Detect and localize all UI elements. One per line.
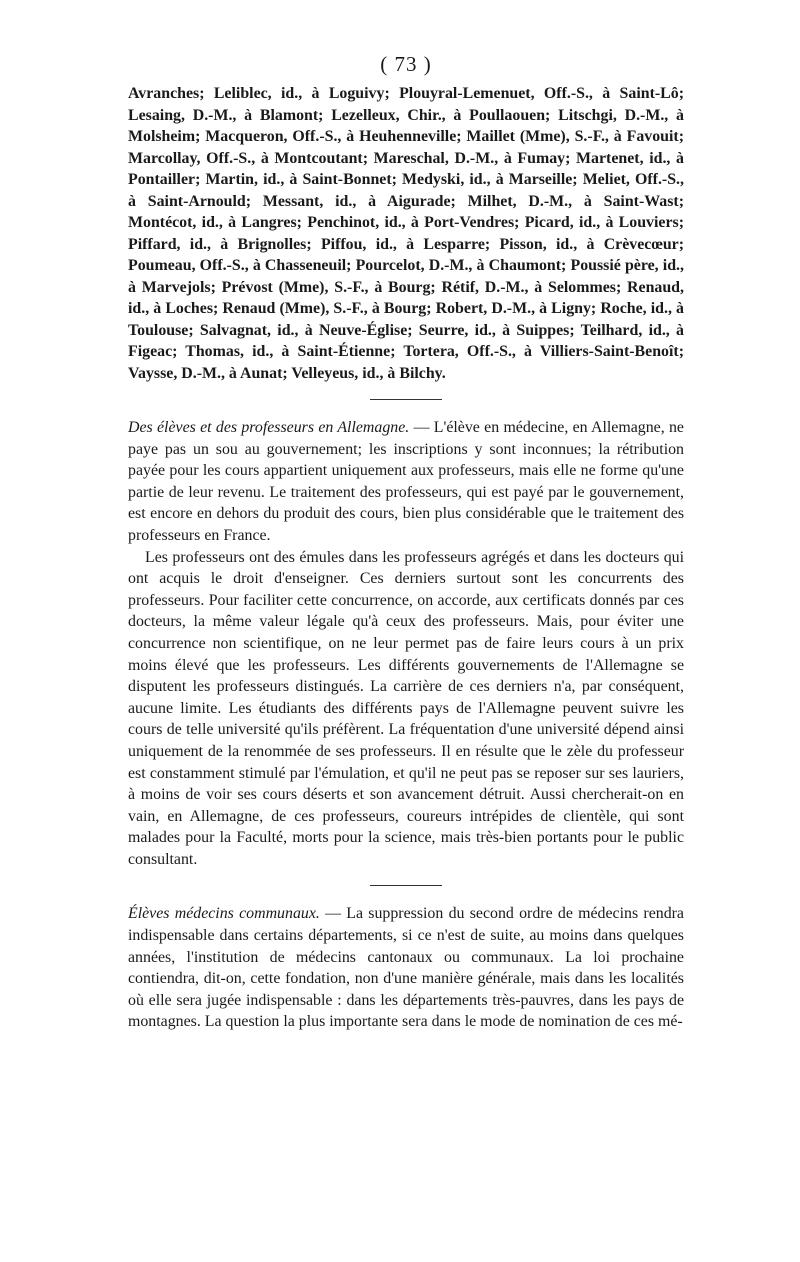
page-number: ( 73 ) bbox=[380, 52, 432, 76]
section-germany bbox=[128, 417, 684, 870]
paragraph-text: — La suppression du second ordre de médecins rendra indispensable dans certains départements, si ce n'est de suite, au moins dans quelques années, l'institution de médecins cantonaux ou communaux. La loi prochaine contiendra, dit-on, cette fondation, non d'une manière générale, mais dans les localités où elle sera jugée indispensable : dans les départements très-pauvres, dans les pays de montagnes. La question la plus importante sera dans le mode de nomination de ces mé- bbox=[128, 905, 684, 1031]
section-paragraph bbox=[128, 417, 684, 547]
paragraph-text: — L'élève en médecine, en Allemagne, ne paye pas un sou au gouvernement; les inscriptions y sont inconnues; la rétribution payée pour les cours appartient uniquement aux professeurs, mais elle ne forme qu'une partie de leur revenu. Le traitement des professeurs, qui est payé par le gouvernement, est encore en dehors du produit des cours, bien plus considérable que le traitement des professeurs en France. bbox=[128, 419, 684, 544]
section-title: Élèves médecins communaux. bbox=[128, 905, 320, 923]
section-divider bbox=[370, 885, 442, 886]
section-title: Des élèves et des professeurs en Allemagne. bbox=[128, 419, 410, 436]
section-paragraph bbox=[128, 903, 684, 1033]
section-paragraph: Les professeurs ont des émules dans les professeurs agrégés et dans les docteurs qui ont acquis le droit d'enseigner. Ces derniers surtout sont les concurrents des professeurs. Pour faciliter cette concurrence, on accorde, aux certificats donnés par ces docteurs, la même valeur légale qu'à ceux des professeurs. Mais, pour éviter une concurrence non scientifique, on ne leur permet pas de faire leurs cours à un prix moins élevé que les professeurs. Les différents gouvernements de l'Allemagne se disputent les professeurs distingués. La carrière de ces derniers n'a, par conséquent, aucune limite. Les étudiants des différents pays de l'Allemagne peuvent suivre les cours de telle université qu'ils préfèrent. La fréquentation d'une université dépend ainsi uniquement de la renommée de ses professeurs. Il en résulte que le zèle du professeur est constamment stimulé par l'émulation, et qu'il ne peut pas se reposer sur ses lauriers, à moins de voir ses cours déserts et son avancement détruit. Aussi chercherait-on en vain, en Allemagne, de ces professeurs, coureurs intrépides de clientèle, qui sont malades pour la Faculté, morts pour la science, mais très-bien portants pour le public consultant. bbox=[128, 548, 684, 868]
book-page bbox=[128, 52, 684, 1033]
section-communal-doctors bbox=[128, 903, 684, 1033]
section-divider bbox=[370, 399, 442, 400]
subscriber-list: Avranches; Leliblec, id., à Loguivy; Plouyral-Lemenuet, Off.-S., à Saint-Lô; Lesaing, D.-M., à Blamont; Lezelleux, Chir., à Poullaouen; Litschgi, D.-M., à Molsheim; Macqueron, Off.-S., à Heuhenneville; Maillet (Mme), S.-F., à Favouit; Marcollay, Off.-S., à Montcoutant; Mareschal, D.-M., à Fumay; Martenet, id., à Pontailler; Martin, id., à Saint-Bonnet; Medyski, id., à Marseille; Meliet, Off.-S., à Saint-Arnould; Messant, id., à Aigurade; Milhet, D.-M., à Saint-Wast; Montécot, id., à Langres; Penchinot, id., à Port-Vendres; Picard, id., à Louviers; Piffard, id., à Brignolles; Piffou, id., à Lesparre; Pisson, id., à Crèvecœur; Poumeau, Off.-S., à Chasseneuil; Pourcelot, D.-M., à Chaumont; Poussié père, id., à Marvejols; Prévost (Mme), S.-F., à Bourg; Rétif, D.-M., à Selommes; Renaud, id., à Loches; Renaud (Mme), S.-F., à Bourg; Robert, D.-M., à Ligny; Roche, id., à Toulouse; Salvagnat, id., à Neuve-Église; Seurre, id., à Suippes; Teilhard, id., à Figeac; Thomas, id., à Saint-Étienne; Tortera, Off.-S., à Villiers-Saint-Benoît; Vaysse, D.-M., à Aunat; Velleyeus, id., à Bilchy. bbox=[128, 85, 684, 382]
